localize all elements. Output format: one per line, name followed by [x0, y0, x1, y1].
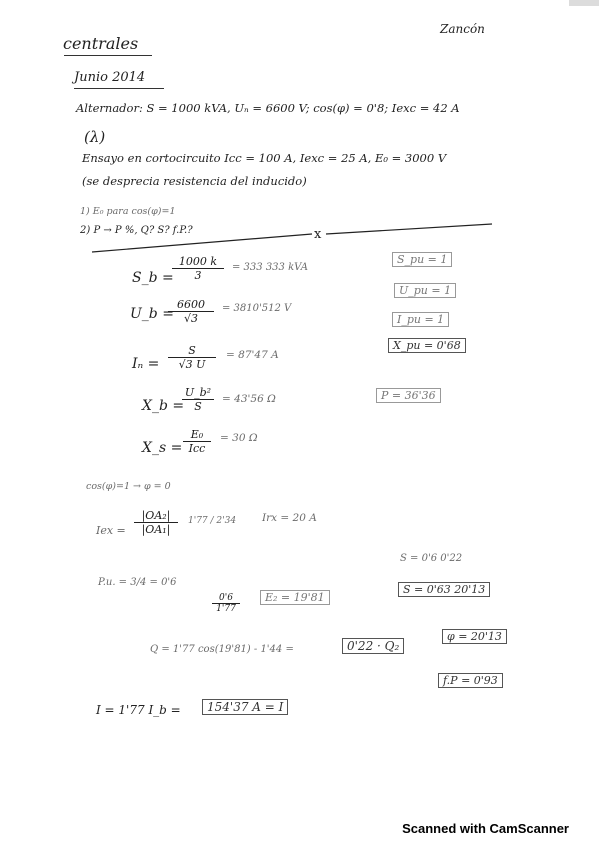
svg-text:x: x — [314, 227, 322, 242]
sb-denominator: 3 — [194, 269, 202, 282]
statement-line-2: (λ) — [84, 128, 106, 146]
s-top-note: S = 0'6 0'22 — [400, 553, 463, 564]
sb-numerator: 1000 k — [172, 255, 224, 269]
xb-result: = 43'56 Ω — [222, 393, 276, 405]
statement-line-3: Ensayo en cortocircuito Icc = 100 A, Iexc = 25 A, E₀ = 3000 V — [82, 151, 447, 165]
sb-result: = 333 333 kVA — [232, 262, 308, 273]
in-denominator: √3 U — [178, 358, 206, 371]
xb-label: X_b = — [142, 398, 185, 414]
xb-fraction — [182, 386, 214, 413]
question-1: 1) E₀ para cos(φ)=1 — [80, 206, 176, 217]
page-title: centrales — [63, 34, 139, 53]
ub-denominator: √3 — [183, 312, 198, 325]
iex-fraction — [134, 509, 178, 536]
sub-fraction — [212, 593, 240, 614]
xs-result: = 30 Ω — [220, 432, 258, 444]
q-line: Q = 1'77 cos(19'81) - 1'44 = — [150, 644, 294, 655]
in-numerator: S — [168, 344, 216, 358]
in-label: Iₙ = — [132, 356, 160, 372]
sb-fraction — [172, 255, 224, 282]
iex-result: Irx = 20 A — [262, 512, 317, 524]
box-s-pu: S_pu = 1 — [392, 252, 452, 267]
box-s: S = 0'63 20'13 — [398, 582, 490, 597]
iex-middle: 1'77 / 2'34 — [188, 516, 237, 526]
box-i: 154'37 A = I — [202, 699, 288, 715]
phi-line: P.u. = 3/4 = 0'6 — [98, 577, 177, 588]
xb-denominator: S — [194, 400, 202, 413]
box-x-pu: X_pu = 0'68 — [388, 338, 466, 353]
ub-result: = 3810'512 V — [222, 303, 292, 314]
sb-label: S_b = — [132, 270, 174, 286]
box-p: P = 36'36 — [376, 388, 441, 403]
sub-denominator: 1'77 — [216, 604, 236, 614]
xs-fraction — [183, 428, 211, 455]
ub-numerator: 6600 — [168, 298, 214, 312]
xb-numerator: U_b² — [182, 386, 214, 400]
i-line: I = 1'77 I_b = — [96, 703, 181, 717]
xs-numerator: E₀ — [183, 428, 211, 442]
box-fp: f.P = 0'93 — [438, 673, 503, 688]
ub-label: U_b = — [130, 306, 174, 322]
box-i-pu: I_pu = 1 — [392, 312, 449, 327]
iex-denominator: |OA₁| — [141, 523, 171, 536]
iex-label: Iex = — [96, 524, 126, 537]
iex-numerator: |OA₂| — [134, 509, 178, 523]
separator-line — [0, 0, 599, 260]
surname-label: Zancón — [440, 22, 485, 36]
in-result: = 87'47 A — [226, 349, 279, 361]
question-2: 2) P → P %, Q? S? f.P.? — [80, 225, 193, 236]
ub-fraction — [168, 298, 214, 325]
cos-line: cos(φ)=1 → φ = 0 — [86, 481, 171, 492]
box-u-pu: U_pu = 1 — [394, 283, 456, 298]
scanner-watermark: Scanned with CamScanner — [402, 821, 569, 836]
xs-label: X_s = — [142, 440, 183, 456]
in-fraction — [168, 344, 216, 371]
box-q: 0'22 · Q₂ — [342, 638, 404, 654]
statement-line-4: (se desprecia resistencia del inducido) — [82, 174, 307, 188]
box-phi: φ = 20'13 — [442, 629, 507, 644]
box-e2: E₂ = 19'81 — [260, 590, 330, 605]
exam-date: Junio 2014 — [74, 70, 146, 85]
sub-numerator: 0'6 — [212, 593, 240, 604]
xs-denominator: Icc — [188, 442, 206, 455]
statement-line-1: Alternador: S = 1000 kVA, Uₙ = 6600 V; cos(φ) = 0'8; Iexc = 42 A — [76, 101, 460, 115]
